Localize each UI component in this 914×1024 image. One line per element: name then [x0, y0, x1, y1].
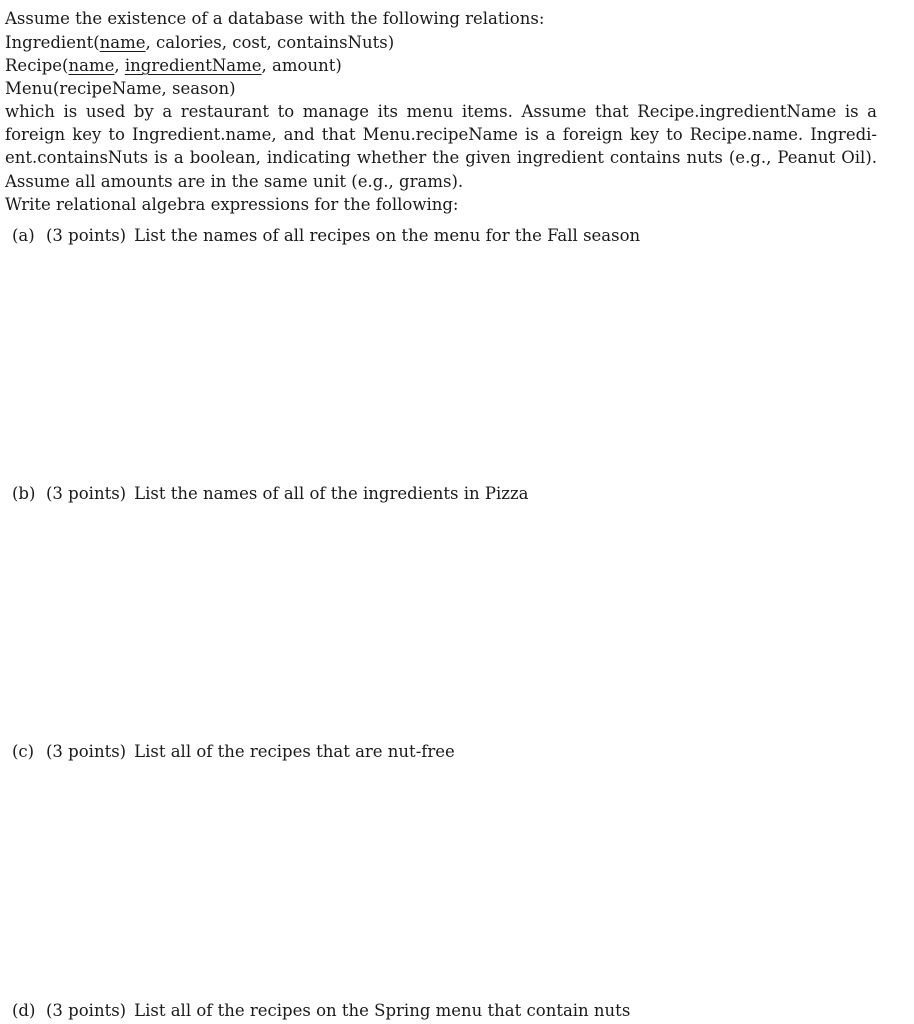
relation-recipe-key-ingredient: ingredientName	[124, 56, 262, 75]
relation-recipe-sep: ,	[114, 56, 125, 75]
relation-recipe	[5, 56, 342, 76]
question-d	[12, 1001, 630, 1021]
question-b-points: (3 points)	[46, 484, 127, 503]
relation-ingredient-key: name	[99, 33, 146, 52]
question-c-text: List all of the recipes that are nut-free	[134, 742, 455, 761]
relation-ingredient	[5, 33, 394, 53]
question-a-points: (3 points)	[46, 226, 127, 245]
intro-text: Assume the existence of a database with the following relations:	[5, 9, 545, 28]
question-d-points: (3 points)	[46, 1001, 127, 1020]
question-a-text: List the names of all recipes on the menu for the Fall season	[134, 226, 641, 245]
question-b	[12, 484, 528, 504]
question-b-label: (b)	[12, 484, 36, 503]
relation-ingredient-open: (	[93, 33, 100, 52]
relation-ingredient-name: Ingredient	[5, 33, 94, 52]
question-d-text: List all of the recipes on the Spring menu that contain nuts	[134, 1001, 631, 1020]
description-line-1: which is used by a restaurant to manage its menu items. Assume that Recipe.ingredientName is a	[5, 102, 877, 121]
question-c-points: (3 points)	[46, 742, 127, 761]
question-d-label: (d)	[12, 1001, 36, 1020]
relation-menu: Menu(recipeName, season)	[5, 79, 236, 98]
question-a-label: (a)	[12, 226, 35, 245]
question-c	[12, 742, 455, 762]
answer-area-b[interactable]	[5, 510, 885, 735]
question-a	[12, 226, 640, 246]
description-line-2: foreign key to Ingredient.name, and that Menu.recipeName is a foreign key to Recipe.name. Ingredi-	[5, 125, 877, 144]
answer-area-a[interactable]	[5, 252, 885, 477]
answer-area-c[interactable]	[5, 768, 885, 993]
relation-recipe-key-name: name	[68, 56, 115, 75]
instruction-text: Write relational algebra expressions for the following:	[5, 195, 459, 214]
question-b-text: List the names of all of the ingredients in Pizza	[134, 484, 529, 503]
relation-recipe-name: Recipe	[5, 56, 63, 75]
relation-recipe-open: (	[62, 56, 69, 75]
relation-ingredient-attributes: , calories, cost, containsNuts)	[145, 33, 395, 52]
question-c-label: (c)	[12, 742, 35, 761]
description-line-4: Assume all amounts are in the same unit (e.g., grams).	[5, 172, 464, 191]
relation-recipe-attributes: , amount)	[261, 56, 342, 75]
description-line-3: ent.containsNuts is a boolean, indicating whether the given ingredient contains nuts (e.g., Peanut Oil).	[5, 148, 877, 167]
